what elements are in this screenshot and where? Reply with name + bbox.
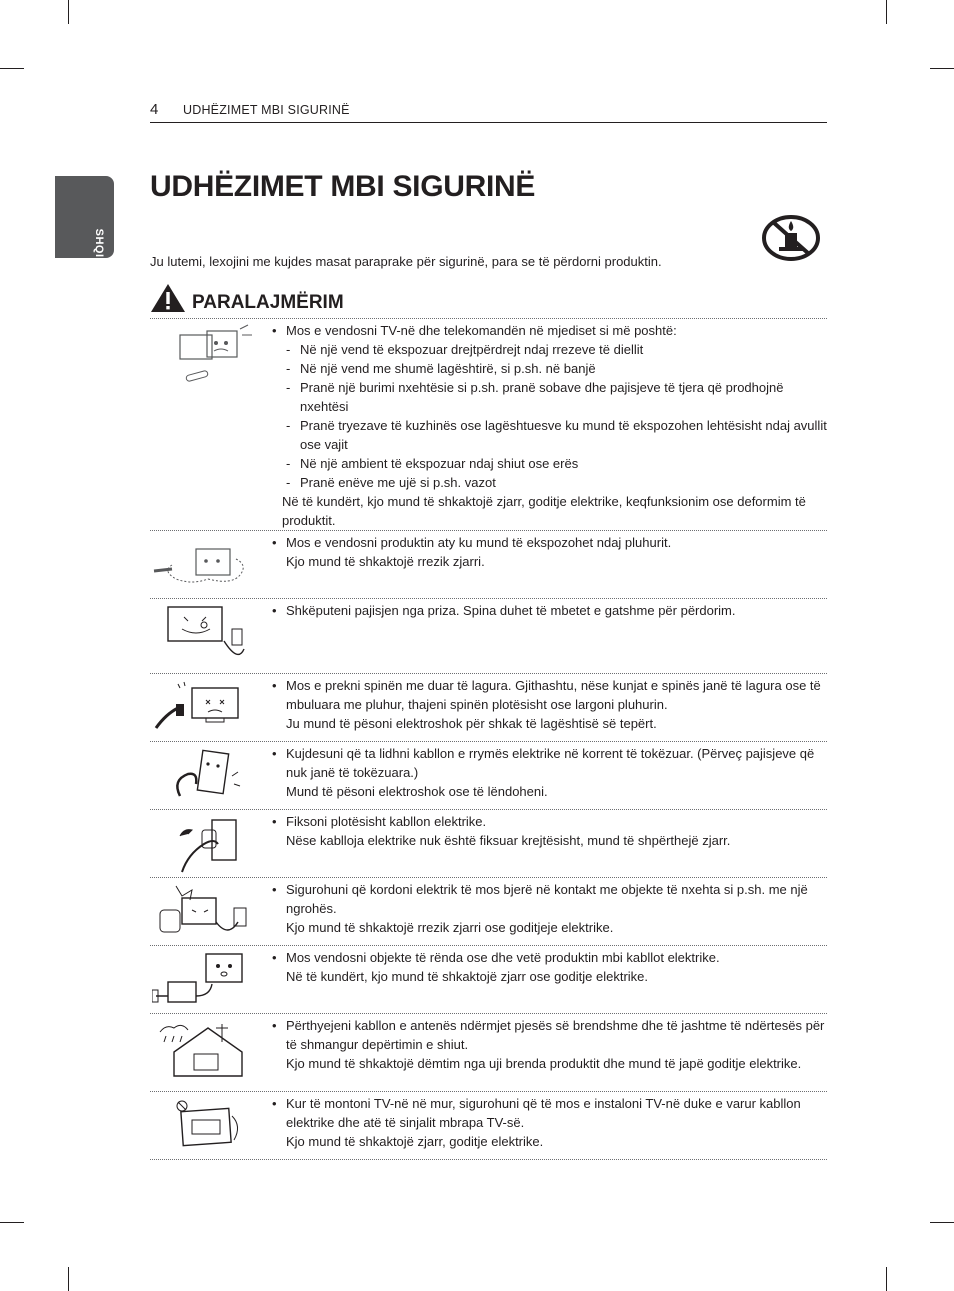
sub-item: - Në një vend me shumë lagështirë, si p.sh. në banjë — [286, 361, 596, 376]
bullet-text: • Fiksoni plotësisht kabllon elektrike. — [272, 812, 832, 831]
page-number: 4 — [150, 101, 159, 118]
list-item — [150, 673, 827, 741]
bullet-text: • Mos vendosni objekte të rënda ose dhe vetë produktin mbi kabllot elektrike. — [272, 948, 832, 967]
heavy-object-on-cord-icon — [152, 950, 256, 1010]
bullet-text: • Përthyejeni kabllon e antenës ndërmjet pjesës së brendshme dhe të jashtme të ndërtesës për të shmangur depërtimin e shiut. — [272, 1016, 832, 1054]
grounded-socket-icon — [152, 746, 256, 806]
intro-text: Ju lutemi, lexojini me kujdes masat paraprake për sigurinë, para se të përdorni produktin. — [150, 254, 662, 269]
list-item — [150, 318, 827, 530]
no-candle-icon — [761, 213, 821, 263]
tv-in-sun-icon — [152, 323, 256, 383]
item-consequence: Ju mund të pësoni elektroshok për shkak të lagështisë së tepërt. — [286, 716, 657, 731]
fix-power-cord-icon — [152, 814, 256, 874]
crop-mark — [886, 1267, 887, 1291]
item-consequence: Mund të pësoni elektroshok ose të lëndoheni. — [286, 784, 548, 799]
warning-title: PARALAJMËRIM — [192, 292, 344, 313]
bullet-text: • Mos e vendosni TV-në dhe telekomandën në mjediset si më poshtë: — [272, 321, 832, 340]
bullet-text: • Kur të montoni TV-në në mur, sigurohuni që të mos e instaloni TV-në duke e varur kabllon elektrike dhe atë të sinjalit mbrapa TV-së. — [272, 1094, 832, 1132]
crop-mark — [930, 1222, 954, 1223]
list-item — [150, 741, 827, 809]
page-header — [150, 100, 827, 123]
wet-hands-plug-icon — [152, 678, 256, 738]
list-item — [150, 1013, 827, 1091]
sub-item: - Pranë enëve me ujë si p.sh. vazot — [286, 475, 496, 490]
list-item — [150, 530, 827, 598]
cord-near-heater-icon — [152, 882, 256, 942]
bullet-text: • Shkëputeni pajisjen nga priza. Spina duhet të mbetet e gatshme për përdorim. — [272, 601, 832, 620]
crop-mark — [0, 68, 24, 69]
antenna-cable-rain-icon — [152, 1018, 256, 1078]
tv-dust-icon — [152, 535, 256, 595]
list-item — [150, 945, 827, 1013]
sub-item: - Pranë tryezave të kuzhinës ose lagështuesve ku mund të ekspozohen lehtësisht ndaj avullit ose vajit — [286, 418, 827, 452]
sub-item: - Në një ambient të ekspozuar ndaj shiut ose erës — [286, 456, 579, 471]
bullet-text: • Mos e vendosni produktin aty ku mund të ekspozohet ndaj pluhurit. — [272, 533, 832, 552]
list-item — [150, 1091, 827, 1160]
list-item — [150, 809, 827, 877]
bullet-text: • Kujdesuni që ta lidhni kabllon e rrymës elektrike në korrent të tokëzuar. (Përveç pajisjeve që nuk janë të tokëzuara.) — [272, 744, 832, 782]
warning-triangle-icon — [150, 283, 186, 313]
crop-mark — [930, 68, 954, 69]
tv-unplug-icon — [152, 603, 256, 663]
item-consequence: Kjo mund të shkaktojë rrezik zjarri ose goditjeje elektrike. — [286, 920, 614, 935]
language-tab-label: SHQIP — [93, 228, 105, 266]
item-consequence: Në të kundërt, kjo mund të shkaktojë zjarr ose goditje elektrike. — [286, 969, 649, 984]
item-consequence: Kjo mund të shkaktojë dëmtim nga uji brenda produktit dhe mund të japë goditje elektrike. — [286, 1056, 802, 1071]
item-consequence: Në të kundërt, kjo mund të shkaktojë zjarr, goditje elektrike, keqfunksionim ose deformim të produktit. — [282, 494, 806, 528]
crop-mark — [886, 0, 887, 24]
running-title: UDHËZIMET MBI SIGURINË — [183, 103, 350, 117]
sub-item: - Pranë një burimi nxehtësie si p.sh. pranë sobave dhe pajisjeve të tjera që prodhojnë nxehtësi — [286, 380, 784, 414]
bullet-text: • Sigurohuni që kordoni elektrik të mos bjerë në kontakt me objekte të nxehta si p.sh. me një ngrohës. — [272, 880, 832, 918]
page-title: UDHËZIMET MBI SIGURINË — [150, 170, 536, 203]
wall-mount-cable-icon — [152, 1096, 256, 1156]
crop-mark — [68, 0, 69, 24]
crop-mark — [68, 1267, 69, 1291]
language-tab — [55, 176, 114, 266]
item-consequence: Kjo mund të shkaktojë zjarr, goditje elektrike. — [286, 1134, 544, 1149]
sub-item: - Në një vend të ekspozuar drejtpërdrejt ndaj rrezeve të diellit — [286, 342, 644, 357]
crop-mark — [0, 1222, 24, 1223]
bullet-text: • Mos e prekni spinën me duar të lagura. Gjithashtu, nëse kunjat e spinës janë të lagura ose të mbuluara me pluhur, thajeni spinën plotësisht ose largoni pluhurin. — [272, 676, 832, 714]
list-item — [150, 877, 827, 945]
item-consequence: Kjo mund të shkaktojë rrezik zjarri. — [286, 554, 485, 569]
item-consequence: Nëse kablloja elektrike nuk është fiksuar krejtësisht, mund të shpërthejë zjarr. — [286, 833, 731, 848]
list-item — [150, 598, 827, 673]
warning-list — [150, 318, 827, 1160]
